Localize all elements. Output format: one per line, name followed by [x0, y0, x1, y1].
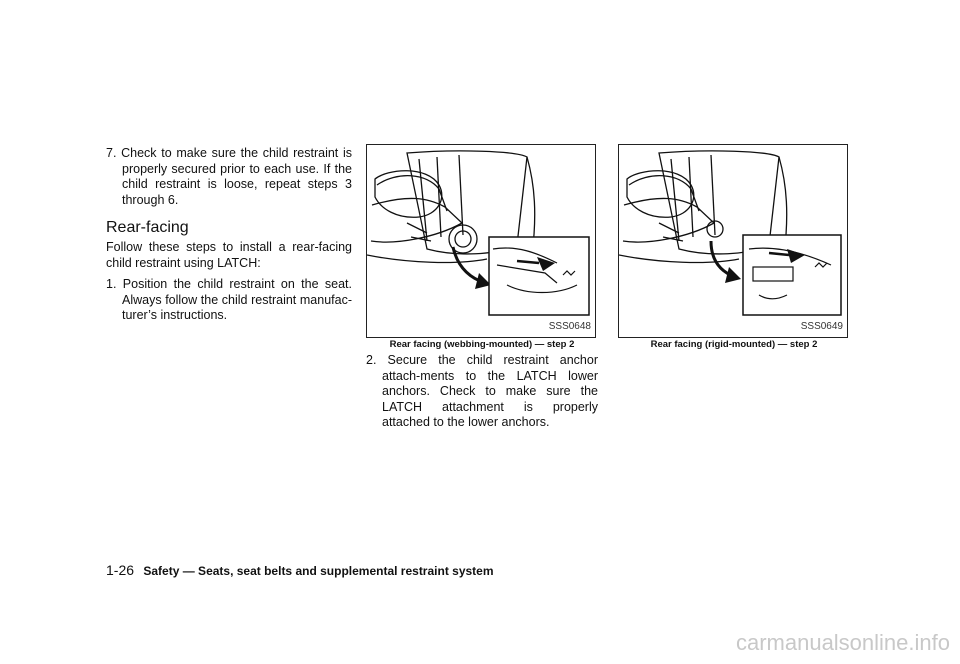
figure-rigid-mounted — [618, 144, 848, 338]
watermark-text: carmanualsonline.info — [735, 630, 950, 655]
rear-facing-intro: Follow these steps to install a rear-facing child restraint using LATCH: — [106, 240, 352, 270]
middle-column — [366, 144, 598, 435]
figure-code-sss0649: SSS0649 — [800, 320, 843, 332]
figure-webbing-mounted — [366, 144, 596, 338]
webbing-mounted-illustration — [367, 145, 597, 339]
right-column — [618, 144, 850, 350]
step-2-text: 2. Secure the child restraint anchor attach-ments to the LATCH lower anchors. Check to make sure the LATCH attachment is properly attached to the lower anchors. — [366, 353, 598, 429]
section-title: Safety — Seats, seat belts and supplemental restraint system — [143, 564, 494, 578]
page-number: 1-26 — [106, 562, 135, 578]
figure-code-sss0648: SSS0648 — [548, 320, 591, 332]
caption-rigid-mounted: Rear facing (rigid-mounted) — step 2 — [650, 339, 818, 350]
page-footer — [106, 562, 494, 578]
rear-facing-heading: Rear-facing — [106, 219, 189, 236]
step-1-text: 1. Position the child restraint on the seat. Always follow the child restraint manufac-turer’s instructions. — [106, 277, 352, 322]
rigid-mounted-illustration — [619, 145, 849, 339]
left-column — [106, 146, 352, 328]
caption-webbing-mounted: Rear facing (webbing-mounted) — step 2 — [389, 339, 575, 350]
step-7-text: 7. Check to make sure the child restraint is properly secured prior to each use. If the child restraint is loose, repeat steps 3 through 6. — [106, 146, 352, 207]
